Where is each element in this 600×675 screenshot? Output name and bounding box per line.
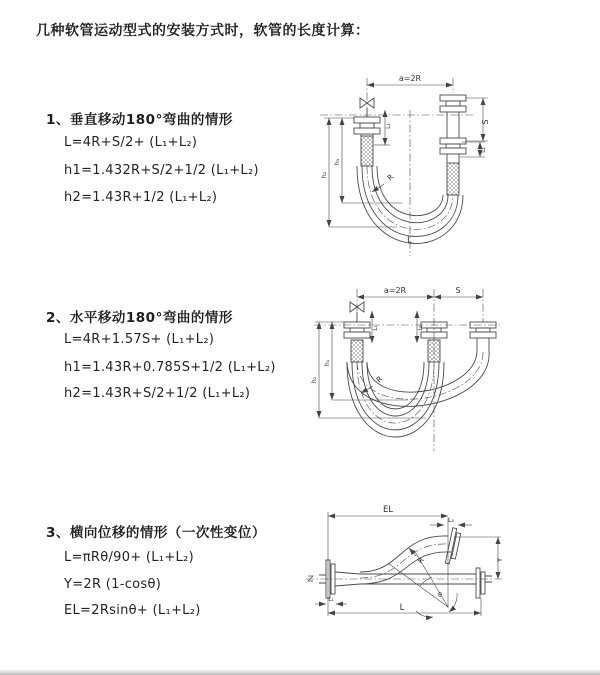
dim-label-s: S — [481, 119, 490, 125]
dim-label-a2r: a=2R — [398, 74, 422, 83]
page-bottom-edge — [0, 669, 600, 675]
dim-label-l1: L₁ — [373, 325, 379, 331]
radius-label: R — [385, 172, 396, 183]
dim-label-h1: h₁ — [323, 359, 331, 367]
page-title: 几种软管运动型式的安装方式时，软管的长度计算： — [36, 23, 370, 39]
dim-label-a2r: a=2R — [383, 286, 407, 295]
section1-heading: 1、垂直移动180°弯曲的情形 — [46, 112, 233, 128]
diagram-lateral-displacement — [302, 498, 600, 668]
section3-heading: 3、横向位移的情形（一次性变位） — [46, 525, 266, 541]
section2-formula-h1: h1=1.43R+0.785S+1/2 (L₁+L₂) — [64, 360, 276, 375]
dim-label-l2: L₂ — [448, 517, 454, 524]
section3-formula-L: L=πRθ/90+ (L₁+L₂) — [64, 550, 194, 565]
section3-formula-Y: Y=2R (1-cosθ) — [64, 577, 162, 592]
dim-label-h2: h₂ — [320, 171, 328, 179]
centerline-break-mark — [308, 576, 313, 581]
dim-label-s: S — [455, 286, 461, 295]
radius-label: R — [415, 555, 426, 566]
section1-formula-h2: h2=1.43R+1/2 (L₁+L₂) — [64, 190, 218, 205]
dim-label-l1: L₁ — [385, 123, 392, 129]
section1-formula-L: L=4R+S/2+ (L₁+L₂) — [64, 135, 198, 150]
diagram-vertical-180-bend — [312, 70, 594, 262]
dim-label-l1: L₁ — [328, 597, 334, 603]
dim-label-l2: L₂ — [480, 147, 487, 153]
section2-formula-h2: h2=1.43R+S/2+1/2 (L₁+L₂) — [64, 386, 251, 401]
dim-label-el: EL — [382, 505, 394, 515]
length-label: L — [407, 236, 413, 246]
dim-label-l2: L₂ — [418, 325, 424, 331]
section1-formula-h1: h1=1.432R+S/2+1/2 (L₁+L₂) — [64, 163, 259, 178]
dim-label-h1: h₁ — [333, 158, 341, 166]
section2-heading: 2、水平移动180°弯曲的情形 — [46, 310, 233, 326]
length-label: L — [399, 603, 405, 613]
dim-label-h2: h₂ — [310, 376, 318, 384]
dim-label-y: Y — [496, 557, 504, 563]
section2-formula-L: L=4R+1.57S+ (L₁+L₂) — [64, 332, 215, 347]
section3-formula-EL: EL=2Rsinθ+ (L₁+L₂) — [64, 603, 201, 618]
radius-label: R — [374, 374, 385, 385]
angle-label: θ — [438, 591, 442, 599]
diagram-horizontal-180-bend — [308, 283, 600, 459]
